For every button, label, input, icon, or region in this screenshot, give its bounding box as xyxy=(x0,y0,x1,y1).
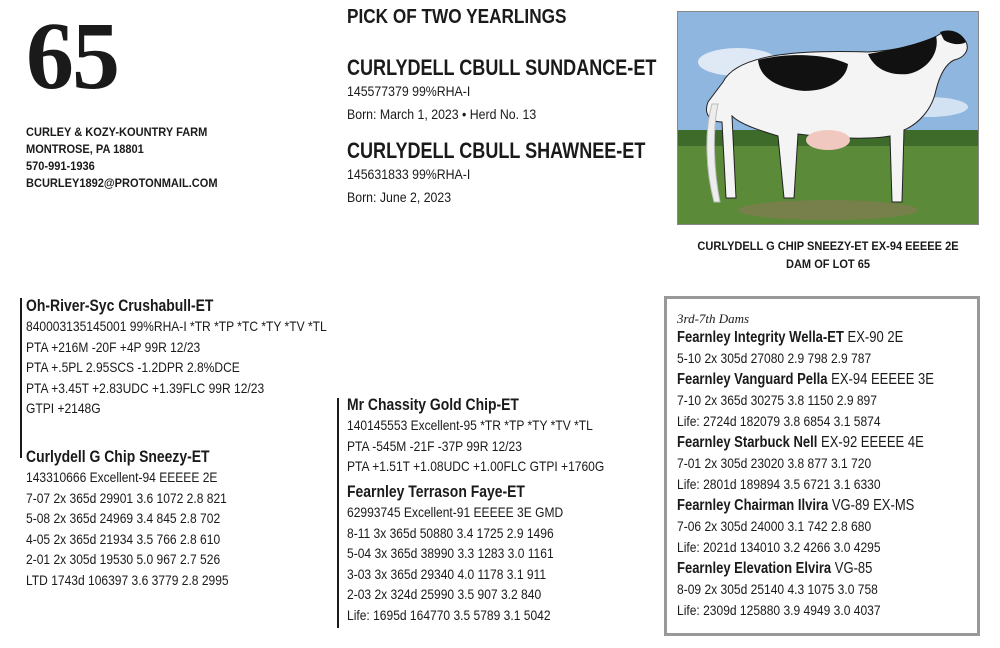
mgd-line: 62993745 Excellent-91 EEEEE 3E GMD xyxy=(347,504,564,520)
dam-name: Curlydell G Chip Sneezy-ET xyxy=(26,447,210,466)
mgs-line: PTA -545M -21F -37P 99R 12/23 xyxy=(347,437,522,454)
ancestor-dam-record: Life: 2724d 182079 3.8 6854 3.1 5874 xyxy=(677,413,881,429)
dam-line: 5-08 2x 365d 24969 3.4 845 2.8 702 xyxy=(26,510,221,526)
ancestor-dam-record: Life: 2021d 134010 3.2 4266 3.0 4295 xyxy=(677,539,881,555)
ancestor-dam-classification: EX-94 EEEEE 3E xyxy=(831,371,934,388)
mgd-line: 3-03 3x 365d 29340 4.0 1178 3.1 911 xyxy=(347,565,547,582)
bull-name: CURLYDELL CBULL SHAWNEE-ET xyxy=(347,138,646,163)
dam-line: 4-05 2x 365d 21934 3.5 766 2.8 610 xyxy=(26,530,221,547)
photo-caption xyxy=(680,237,976,273)
photo-ground-patch xyxy=(738,200,918,220)
dams-box-title: 3rd-7th Dams xyxy=(677,311,750,326)
bull-entry xyxy=(347,138,667,207)
holstein-cow-photo xyxy=(677,11,979,225)
ancestor-dam xyxy=(677,432,977,495)
sire-line: 840003135145001 99%RHA-I *TR *TP *TC *TY *TV *TL xyxy=(26,318,327,334)
mgd-name: Fearnley Terrason Faye-ET xyxy=(347,482,525,501)
photo-caption-line: CURLYDELL G CHIP SNEEZY-ET EX-94 EEEEE 2E xyxy=(697,239,959,253)
consignor-info xyxy=(26,124,218,192)
consignor-location: MONTROSE, PA 18801 xyxy=(26,142,144,156)
bull-name: CURLYDELL CBULL SUNDANCE-ET xyxy=(347,55,657,80)
dam-block xyxy=(26,447,262,590)
dams-box xyxy=(664,296,980,636)
consignor-farm: CURLEY & KOZY-KOUNTRY FARM xyxy=(26,125,208,139)
ancestor-dam-record: 5-10 2x 305d 27080 2.9 798 2.9 787 xyxy=(677,350,872,366)
ancestor-dam-name: Fearnley Elevation Elvira xyxy=(677,560,832,577)
mgd-line: Life: 1695d 164770 3.5 5789 3.1 5042 xyxy=(347,606,551,623)
ancestor-dam-record: Life: 2801d 189894 3.5 6721 3.1 6330 xyxy=(677,476,881,492)
ancestor-dam-record: Life: 2309d 125880 3.9 4949 3.0 4037 xyxy=(677,602,881,618)
photo-caption-line: DAM OF LOT 65 xyxy=(785,257,871,271)
pedigree-bracket xyxy=(337,398,339,628)
consignor-email: BCURLEY1892@PROTONMAIL.COM xyxy=(26,176,218,190)
sire-line: GTPI +2148G xyxy=(26,400,101,416)
bull-registration: 145631833 99%RHA-I xyxy=(347,166,471,182)
dam-line: 7-07 2x 365d 29901 3.6 1072 2.8 821 xyxy=(26,489,227,506)
ancestor-dam-classification: VG-89 EX-MS xyxy=(831,497,915,514)
bull-born: Born: March 1, 2023 • Herd No. 13 xyxy=(347,106,537,122)
mgs-line: PTA +1.51T +1.08UDC +1.00FLC GTPI +1760G xyxy=(347,458,605,474)
bull-registration: 145577379 99%RHA-I xyxy=(347,83,471,99)
ancestor-dam-record: 7-10 2x 365d 30275 3.8 1150 2.9 897 xyxy=(677,392,877,408)
cow-illustration xyxy=(678,12,978,224)
ancestor-dam-classification: EX-90 2E xyxy=(847,329,904,346)
ancestor-dam xyxy=(677,495,977,558)
ancestor-dam-name: Fearnley Chairman Ilvira xyxy=(677,497,829,514)
bull-born: Born: June 2, 2023 xyxy=(347,189,452,205)
sire-block xyxy=(26,296,376,419)
sire-line: PTA +216M -20F +4P 99R 12/23 xyxy=(26,338,201,355)
ancestor-dam-name: Fearnley Integrity Wella-ET xyxy=(677,329,844,346)
pedigree-bracket xyxy=(20,298,22,458)
sire-line: PTA +3.45T +2.83UDC +1.39FLC 99R 12/23 xyxy=(26,379,265,396)
ancestor-dam-classification: EX-92 EEEEE 4E xyxy=(821,434,924,451)
ancestor-dam-record: 7-01 2x 305d 23020 3.8 877 3.1 720 xyxy=(677,455,872,471)
mgd-line: 5-04 3x 365d 38990 3.3 1283 3.0 1161 xyxy=(347,545,554,561)
dam-line: 143310666 Excellent-94 EEEEE 2E xyxy=(26,469,218,485)
ancestor-dam-record: 8-09 2x 305d 25140 4.3 1075 3.0 758 xyxy=(677,581,878,597)
consignor-phone: 570-991-1936 xyxy=(26,159,95,173)
mgs-line: 140145553 Excellent-95 *TR *TP *TY *TV *TL xyxy=(347,417,593,433)
mgs-name: Mr Chassity Gold Chip-ET xyxy=(347,395,519,414)
ancestor-dam-classification: VG-85 xyxy=(834,560,873,577)
sire-name: Oh-River-Syc Crushabull-ET xyxy=(26,296,214,315)
ancestor-dam xyxy=(677,369,977,432)
lot-title: PICK OF TWO YEARLINGS xyxy=(347,6,567,28)
ancestor-dam xyxy=(677,558,977,621)
mgs-block xyxy=(347,395,646,477)
sire-line: PTA +.5PL 2.95SCS -1.2DPR 2.8%DCE xyxy=(26,359,240,375)
mgd-line: 2-03 2x 324d 25990 3.5 907 3.2 840 xyxy=(347,586,542,602)
ancestor-dam-name: Fearnley Starbuck Nell xyxy=(677,434,818,451)
mgd-line: 8-11 3x 365d 50880 3.4 1725 2.9 1496 xyxy=(347,524,554,541)
lot-number: 65 xyxy=(26,2,118,109)
dam-line: 2-01 2x 305d 19530 5.0 967 2.7 526 xyxy=(26,551,221,567)
mgd-block xyxy=(347,482,598,625)
lot-header xyxy=(347,6,667,207)
dam-line: LTD 1743d 106397 3.6 3779 2.8 2995 xyxy=(26,571,229,588)
ancestor-dam-record: 7-06 2x 305d 24000 3.1 742 2.8 680 xyxy=(677,518,872,534)
ancestor-dam xyxy=(677,327,977,369)
bull-entry xyxy=(347,55,667,124)
cow-udder xyxy=(806,130,850,150)
ancestor-dam-name: Fearnley Vanguard Pella xyxy=(677,371,828,388)
